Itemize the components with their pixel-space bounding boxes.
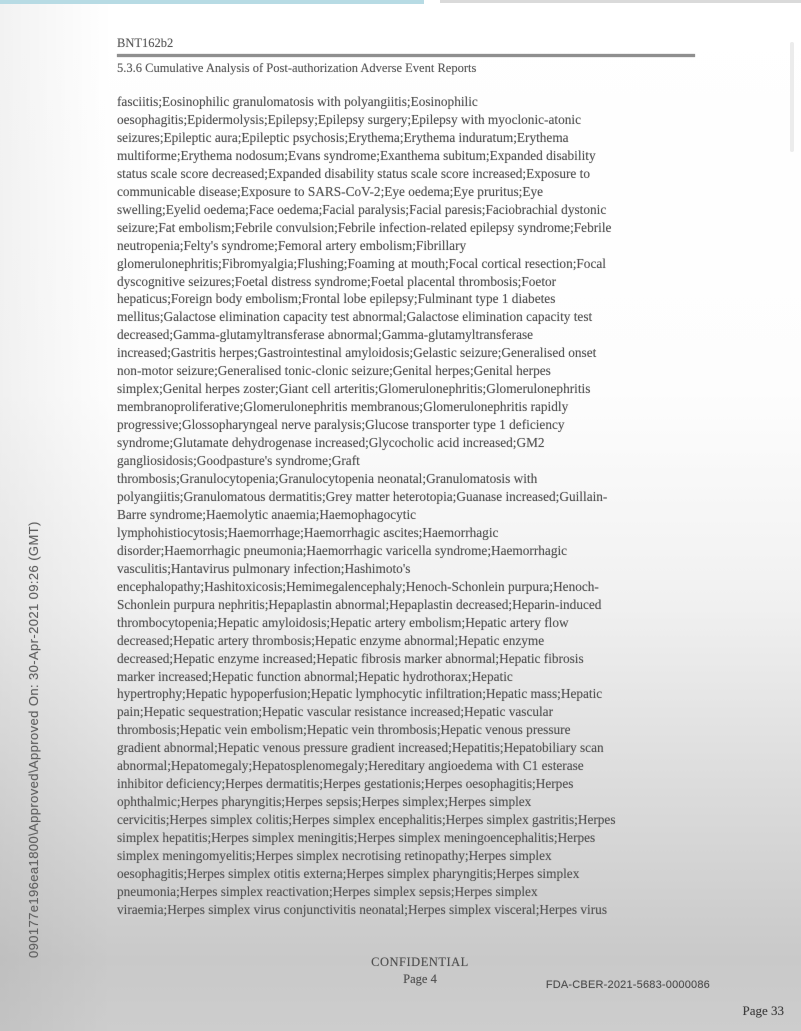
body-text-line: seizure;Fat embolism;Febrile convulsion;Febrile infection-related epilepsy syndrome;Febrile	[117, 219, 612, 235]
top-edge-accent-line	[0, 0, 424, 4]
top-edge-gray-line	[440, 0, 801, 3]
document-header	[117, 36, 723, 76]
body-text-line: dyscognitive seizures;Foetal distress syndrome;Foetal placental thrombosis;Foetor	[117, 273, 557, 289]
document-id: BNT162b2	[117, 36, 174, 50]
body-text-line: disorder;Haemorrhagic pneumonia;Haemorrhagic varicella syndrome;Haemorrhagic	[117, 542, 568, 558]
body-text-line: viraemia;Herpes simplex virus conjunctivitis neonatal;Herpes simplex visceral;Herpes virus	[117, 901, 608, 917]
body-text-line: thrombosis;Granulocytopenia;Granulocytopenia neonatal;Granulomatosis with	[117, 471, 538, 487]
body-text-line: membranoproliferative;Glomerulonephritis membranous;Glomerulonephritis rapidly	[117, 399, 569, 415]
body-text-line: progressive;Glossopharyngeal nerve paralysis;Glucose transporter type 1 deficiency	[117, 417, 565, 433]
body-text-line: polyangiitis;Granulomatous dermatitis;Grey matter heterotopia;Guanase increased;Guillain-	[117, 488, 608, 504]
body-text-line: Schonlein purpura nephritis;Hepaplastin abnormal;Hepaplastin decreased;Heparin-induced	[117, 596, 602, 612]
body-text-line: communicable disease;Exposure to SARS-CoV-2;Eye oedema;Eye pruritus;Eye	[117, 183, 544, 199]
body-text-line: fasciitis;Eosinophilic granulomatosis with polyangiitis;Eosinophilic	[117, 94, 478, 109]
body-text-line: Barre syndrome;Haemolytic anaemia;Haemophagocytic	[117, 506, 417, 522]
body-text-line: multiforme;Erythema nodosum;Evans syndrome;Exanthema subitum;Expanded disability	[117, 147, 596, 163]
body-text-line: syndrome;Glutamate dehydrogenase increased;Glycocholic acid increased;GM2	[117, 435, 545, 451]
body-text-line: hypertrophy;Hepatic hypoperfusion;Hepatic lymphocytic infiltration;Hepatic mass;Hepatic	[117, 686, 603, 702]
body-text-line: neutropenia;Felty's syndrome;Femoral artery embolism;Fibrillary	[117, 237, 467, 253]
body-text-line: thrombocytopenia;Hepatic amyloidosis;Hepatic artery embolism;Hepatic artery flow	[117, 614, 569, 630]
approval-watermark-vertical: 090177e196ea1800\Approved\Approved On: 30-Apr-2021 09:26 (GMT)	[26, 521, 41, 958]
body-text-line: abnormal;Hepatomegaly;Hepatosplenomegaly;Hereditary angioedema with C1 esterase	[117, 758, 584, 774]
body-text-line: simplex meningomyelitis;Herpes simplex necrotising retinopathy;Herpes simplex	[117, 848, 552, 864]
body-text-line: marker increased;Hepatic function abnormal;Hepatic hydrothorax;Hepatic	[117, 668, 513, 684]
body-text-line: hepaticus;Foreign body embolism;Frontal lobe epilepsy;Fulminant type 1 diabetes	[117, 291, 556, 307]
body-text-line: non-motor seizure;Generalised tonic-clonic seizure;Genital herpes;Genital herpes	[117, 363, 551, 379]
header-divider	[117, 54, 695, 57]
body-text-line: gangliosidosis;Goodpasture's syndrome;Graft	[117, 453, 360, 469]
body-text-line: decreased;Hepatic artery thrombosis;Hepatic enzyme abnormal;Hepatic enzyme	[117, 632, 545, 648]
body-text-line: simplex;Genital herpes zoster;Giant cell arteritis;Glomerulonephritis;Glomerulonephritis	[117, 381, 591, 397]
body-text-line: decreased;Gamma-glutamyltransferase abnormal;Gamma-glutamyltransferase	[117, 327, 534, 343]
body-text-line: gradient abnormal;Hepatic venous pressure gradient increased;Hepatitis;Hepatobiliary scan	[117, 740, 604, 756]
body-text-line: increased;Gastritis herpes;Gastrointestinal amyloidosis;Gelastic seizure;Generalised onset	[117, 345, 597, 361]
adverse-events-list	[117, 93, 733, 919]
body-text-line: seizures;Epileptic aura;Epileptic psychosis;Erythema;Erythema induratum;Erythema	[117, 129, 569, 145]
body-text-line: oesophagitis;Herpes simplex otitis externa;Herpes simplex pharyngitis;Herpes simplex	[117, 865, 580, 881]
scrollbar-thumb[interactable]	[790, 42, 794, 152]
body-text-line: glomerulonephritis;Fibromyalgia;Flushing;Foaming at mouth;Focal cortical resection;Focal	[117, 255, 606, 271]
body-text-line: encephalopathy;Hashitoxicosis;Hemimegalencephaly;Henoch-Schonlein purpura;Henoch-	[117, 578, 599, 594]
outer-page-number: Page 33	[742, 1003, 784, 1018]
body-text-line: swelling;Eyelid oedema;Face oedema;Facial paralysis;Facial paresis;Faciobrachial dystonic	[117, 201, 607, 217]
section-title: 5.3.6 Cumulative Analysis of Post-authorization Adverse Event Reports	[117, 61, 477, 75]
fda-cber-stamp: FDA-CBER-2021-5683-0000086	[545, 979, 710, 991]
confidential-label: CONFIDENTIAL	[371, 955, 469, 969]
body-text-line: mellitus;Galactose elimination capacity test abnormal;Galactose elimination capacity test	[117, 309, 593, 325]
body-text-line: vasculitis;Hantavirus pulmonary infection;Hashimoto's	[117, 560, 411, 576]
body-text-line: simplex hepatitis;Herpes simplex meningitis;Herpes simplex meningoencephalitis;Herpes	[117, 830, 596, 846]
body-text-line: status scale score decreased;Expanded disability status scale score increased;Exposure to	[117, 165, 590, 181]
body-text-line: oesophagitis;Epidermolysis;Epilepsy;Epilepsy surgery;Epilepsy with myoclonic-atonic	[117, 111, 581, 127]
body-text-line: thrombosis;Hepatic vein embolism;Hepatic vein thrombosis;Hepatic venous pressure	[117, 722, 571, 738]
internal-page-number: Page 4	[403, 972, 437, 986]
body-text-line: inhibitor deficiency;Herpes dermatitis;Herpes gestationis;Herpes oesophagitis;Herpes	[117, 776, 574, 792]
body-text-line: decreased;Hepatic enzyme increased;Hepatic fibrosis marker abnormal;Hepatic fibrosis	[117, 650, 584, 666]
body-text-line: ophthalmic;Herpes pharyngitis;Herpes sepsis;Herpes simplex;Herpes simplex	[117, 794, 532, 810]
body-text-line: lymphohistiocytosis;Haemorrhage;Haemorrhagic ascites;Haemorrhagic	[117, 524, 499, 540]
body-text-line: cervicitis;Herpes simplex colitis;Herpes simplex encephalitis;Herpes simplex gastritis;Herpes	[117, 812, 616, 828]
body-text-line: pain;Hepatic sequestration;Hepatic vascular resistance increased;Hepatic vascular	[117, 704, 554, 720]
body-text-line: pneumonia;Herpes simplex reactivation;Herpes simplex sepsis;Herpes simplex	[117, 883, 538, 899]
